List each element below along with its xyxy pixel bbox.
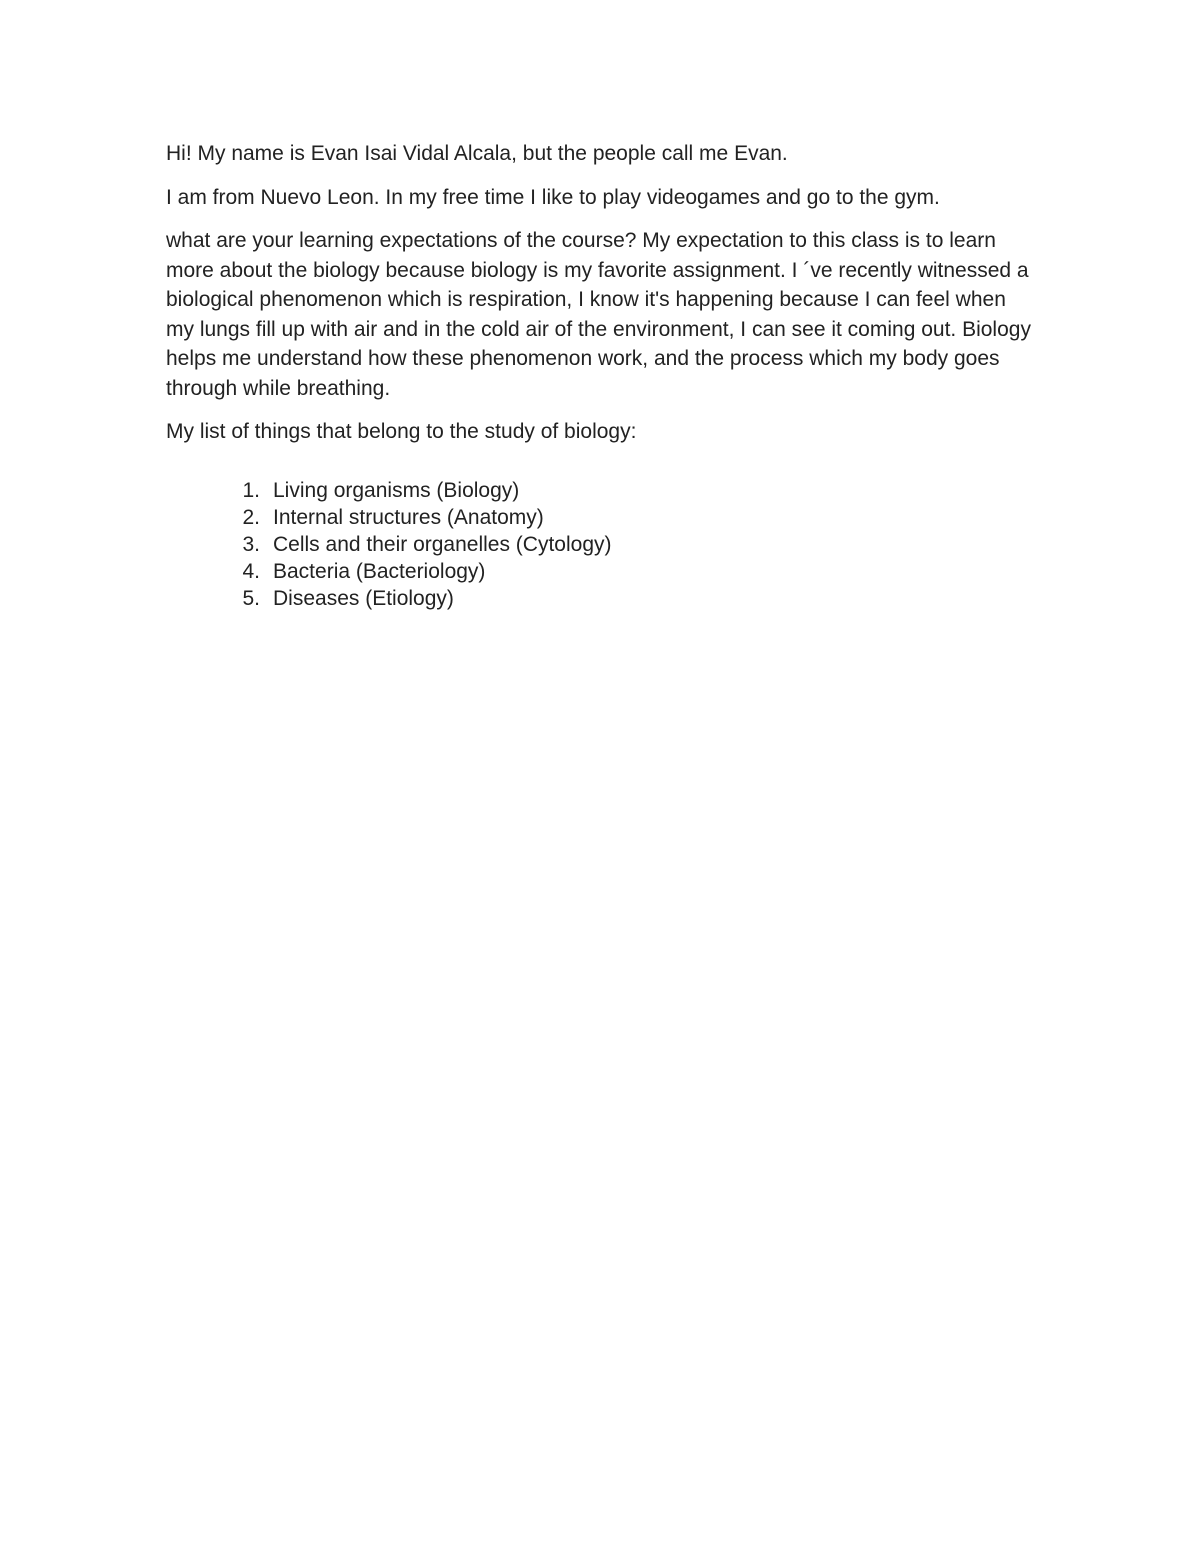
biology-study-list: [166, 477, 1036, 612]
list-item: [166, 477, 1036, 504]
list-intro-paragraph: My list of things that belong to the study of biology:: [166, 420, 637, 443]
list-item-text: Bacteria (Bacteriology): [273, 559, 486, 583]
expectations-paragraph: what are your learning expectations of the course? My expectation to this class is to learn more about the biology because biology is my favorite assignment. I ´ve recently witnessed a biological phenomenon which is respiration, I know it's happening because I can feel when my lungs fill up with air and in the cold air of the environment, I can see it coming out. Biology helps me understand how these phenomenon work, and the process which my body goes through while breathing.: [166, 229, 1031, 400]
list-item: [166, 504, 1036, 531]
intro-paragraph: Hi! My name is Evan Isai Vidal Alcala, but the people call me Evan.: [166, 142, 788, 165]
list-item: [166, 531, 1036, 558]
list-item-number: 5.: [242, 586, 260, 610]
document-body: [166, 139, 1036, 610]
list-item-text: Diseases (Etiology): [273, 586, 454, 610]
list-item-number: 4.: [242, 559, 260, 583]
list-item-text: Cells and their organelles (Cytology): [273, 532, 612, 556]
list-item-text: Internal structures (Anatomy): [273, 505, 544, 529]
list-item: [166, 585, 1036, 612]
list-item-number: 2.: [242, 505, 260, 529]
list-item-text: Living organisms (Biology): [273, 478, 520, 502]
list-item: [166, 558, 1036, 585]
list-item-number: 3.: [242, 532, 260, 556]
hometown-paragraph: I am from Nuevo Leon. In my free time I like to play videogames and go to the gym.: [166, 185, 940, 209]
list-item-number: 1.: [242, 478, 260, 502]
